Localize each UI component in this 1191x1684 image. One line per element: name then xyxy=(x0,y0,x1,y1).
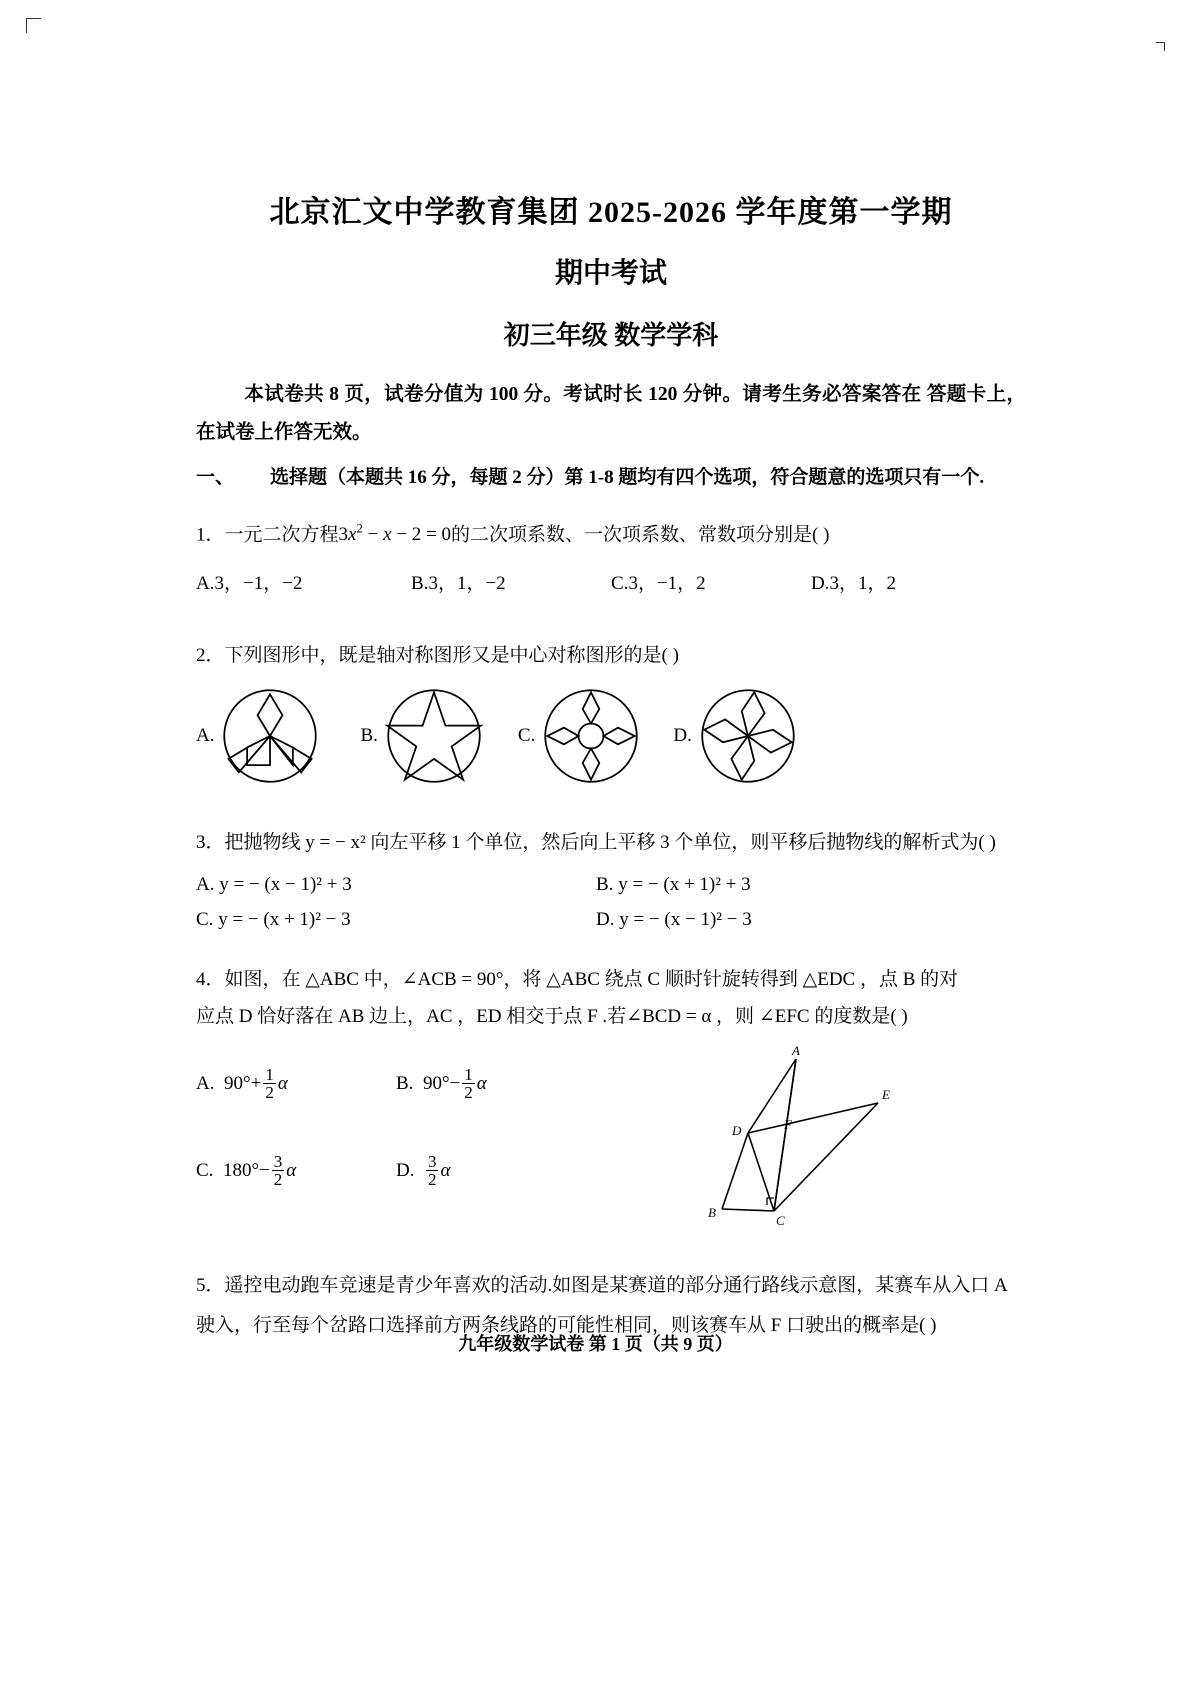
question-4-body xyxy=(196,1041,1026,1236)
option-label: D. xyxy=(673,724,692,746)
question-2-option-b[interactable] xyxy=(360,684,485,788)
option-label: D. xyxy=(811,572,830,594)
label-B: B xyxy=(708,1204,716,1220)
notice-line-1: 本试卷共 8 页，试卷分值为 100 分。考试时长 120 分钟。请考生务必答案答在 xyxy=(244,384,922,405)
question-3-option-d[interactable] xyxy=(596,909,752,931)
section-title: 选择题（本题共 16 分，每题 2 分）第 1-8 题均有四个选项，符合题意的选项只有一个. xyxy=(270,467,985,489)
question-1-text-post: 的二次项系数、一次项系数、常数项分别是( ) xyxy=(451,524,830,546)
option-label: D. xyxy=(396,1159,415,1181)
question-4-figure xyxy=(626,1041,1026,1236)
question-4-options-row-1 xyxy=(196,1064,626,1102)
exam-notice xyxy=(196,376,1026,452)
option-lead: 90°+ xyxy=(223,1073,262,1095)
crop-mark-top-right xyxy=(1156,42,1165,51)
page-title: 北京汇文中学教育集团 2025-2026 学年度第一学期 xyxy=(269,196,953,229)
option-value: y = − (x + 1)² − 3 xyxy=(218,908,351,930)
section-number: 一、 xyxy=(196,467,235,489)
option-label: B. xyxy=(360,724,378,746)
option-value: 3，−1，2 xyxy=(628,572,706,594)
question-1-option-d[interactable] xyxy=(811,568,896,595)
triangle-rotation-diagram xyxy=(626,1041,946,1231)
option-tail: α xyxy=(476,1072,487,1094)
circle-three-rhombus-pinwheel-icon xyxy=(218,684,322,788)
question-2-text: 下列图形中，既是轴对称图形又是中心对称图形的是( ) xyxy=(224,644,679,666)
question-4-text-1: 如图，在 △ABC 中，∠ACB = 90°，将 △ABC 绕点 C 顺时针旋转得到 △EDC ，点 B 的对 xyxy=(224,968,959,990)
circle-four-petal-flower-icon xyxy=(539,684,643,788)
option-label: B. xyxy=(596,873,614,895)
question-4-option-a[interactable] xyxy=(196,1064,396,1102)
question-3-number: 3． xyxy=(196,831,225,853)
option-value: 3，1，−2 xyxy=(428,572,506,594)
label-C: C xyxy=(776,1212,785,1228)
option-value: y = − (x + 1)² + 3 xyxy=(618,873,751,895)
question-1-text-pre: 一元二次方程 xyxy=(224,524,339,546)
question-5-line-2: 驶入，行至每个岔路口选择前方两条线路的可能性相同，则该赛车从 F 口驶出的概率是( ) xyxy=(196,1314,937,1336)
question-4 xyxy=(196,961,1026,1035)
question-3-options-row-2 xyxy=(196,909,1026,931)
option-label: A. xyxy=(196,724,215,746)
option-lead: 90°− xyxy=(422,1072,461,1094)
question-4-option-b[interactable] xyxy=(396,1064,487,1102)
question-2-figure-options xyxy=(196,684,1026,788)
fraction-three-halves: $\frac{3}{2}$ xyxy=(427,1151,437,1189)
label-F: F xyxy=(784,1116,792,1132)
crop-mark-top-left xyxy=(26,18,41,33)
question-1-formula: $3x^2 - x - 2 = 0$ xyxy=(338,521,452,546)
fraction-three-halves: $\frac{3}{2}$ xyxy=(273,1151,283,1189)
question-4-line-2: 应点 D 恰好落在 AB 边上，AC ，ED 相交于点 F .若∠BCD = α ，则 ∠EFC 的度数是( ) xyxy=(196,1005,908,1027)
question-5-number: 5． xyxy=(196,1274,225,1296)
question-3-text: 把抛物线 y = − x² 向左平移 1 个单位，然后向上平移 3 个单位，则平移后抛物线的解析式为( ) xyxy=(224,831,996,853)
question-2-option-a[interactable] xyxy=(196,684,322,788)
option-tail: α xyxy=(286,1160,297,1182)
option-tail: α xyxy=(440,1159,451,1181)
option-value: 3，−1，−2 xyxy=(214,572,303,594)
option-lead: 180°− xyxy=(222,1160,270,1182)
option-label: B. xyxy=(411,572,429,594)
question-1-options xyxy=(196,568,1026,595)
page-footer: 九年级数学试卷 第 1 页（共 9 页） xyxy=(458,1334,733,1354)
page-content xyxy=(196,0,1026,1345)
question-1 xyxy=(196,516,1026,553)
option-tail: α xyxy=(277,1073,288,1095)
option-label: A. xyxy=(196,572,215,594)
question-4-option-d[interactable] xyxy=(396,1151,451,1189)
circle-four-rhombus-pinwheel-icon xyxy=(696,684,800,788)
option-label: B. xyxy=(396,1072,414,1094)
label-A: A xyxy=(792,1042,800,1058)
question-3 xyxy=(196,824,1026,861)
question-2 xyxy=(196,637,1026,674)
question-5-line-1 xyxy=(196,1266,1026,1306)
question-1-option-b[interactable] xyxy=(411,568,611,595)
exam-subtitle: 期中考试 xyxy=(554,258,667,289)
option-value: y = − (x − 1)² − 3 xyxy=(619,908,752,930)
option-value: 3，1，2 xyxy=(829,572,896,594)
section-heading xyxy=(196,460,1026,496)
question-4-line-1 xyxy=(196,961,1026,998)
notice-line-2: 答题卡上，在试卷上作答无效。 xyxy=(196,384,1026,444)
question-2-option-d[interactable] xyxy=(673,684,799,788)
option-label: C. xyxy=(196,1160,214,1182)
option-value: y = − (x − 1)² + 3 xyxy=(219,873,352,895)
label-E: E xyxy=(882,1086,890,1102)
option-label: C. xyxy=(517,724,536,746)
question-4-number: 4． xyxy=(196,968,225,990)
option-label: C. xyxy=(196,908,214,930)
question-1-option-a[interactable] xyxy=(196,568,411,595)
question-4-options xyxy=(196,1041,626,1236)
fraction-one-half: $\frac{1}{2}$ xyxy=(265,1064,274,1102)
circle-five-point-star-icon xyxy=(382,684,486,788)
question-3-option-c[interactable] xyxy=(196,909,596,931)
question-3-options-row-1 xyxy=(196,874,1026,896)
question-3-option-a[interactable] xyxy=(196,874,596,896)
option-label: A. xyxy=(196,1073,215,1095)
option-label: C. xyxy=(611,572,629,594)
question-4-options-row-2 xyxy=(196,1151,626,1189)
question-1-option-c[interactable] xyxy=(611,568,811,595)
question-1-number: 1． xyxy=(196,524,225,546)
question-4-option-c[interactable] xyxy=(196,1151,396,1189)
option-label: A. xyxy=(196,873,215,895)
fraction-one-half: $\frac{1}{2}$ xyxy=(464,1064,473,1102)
grade-subject: 初三年级 数学学科 xyxy=(503,321,719,350)
label-D: D xyxy=(732,1122,742,1138)
question-5-text-1: 遥控电动跑车竞速是青少年喜欢的活动.如图是某赛道的部分通行路线示意图，某赛车从入口 A xyxy=(224,1274,1008,1296)
question-3-option-b[interactable] xyxy=(596,874,751,896)
question-2-number: 2． xyxy=(196,644,225,666)
question-2-option-c[interactable] xyxy=(518,684,643,788)
option-label: D. xyxy=(596,908,615,930)
